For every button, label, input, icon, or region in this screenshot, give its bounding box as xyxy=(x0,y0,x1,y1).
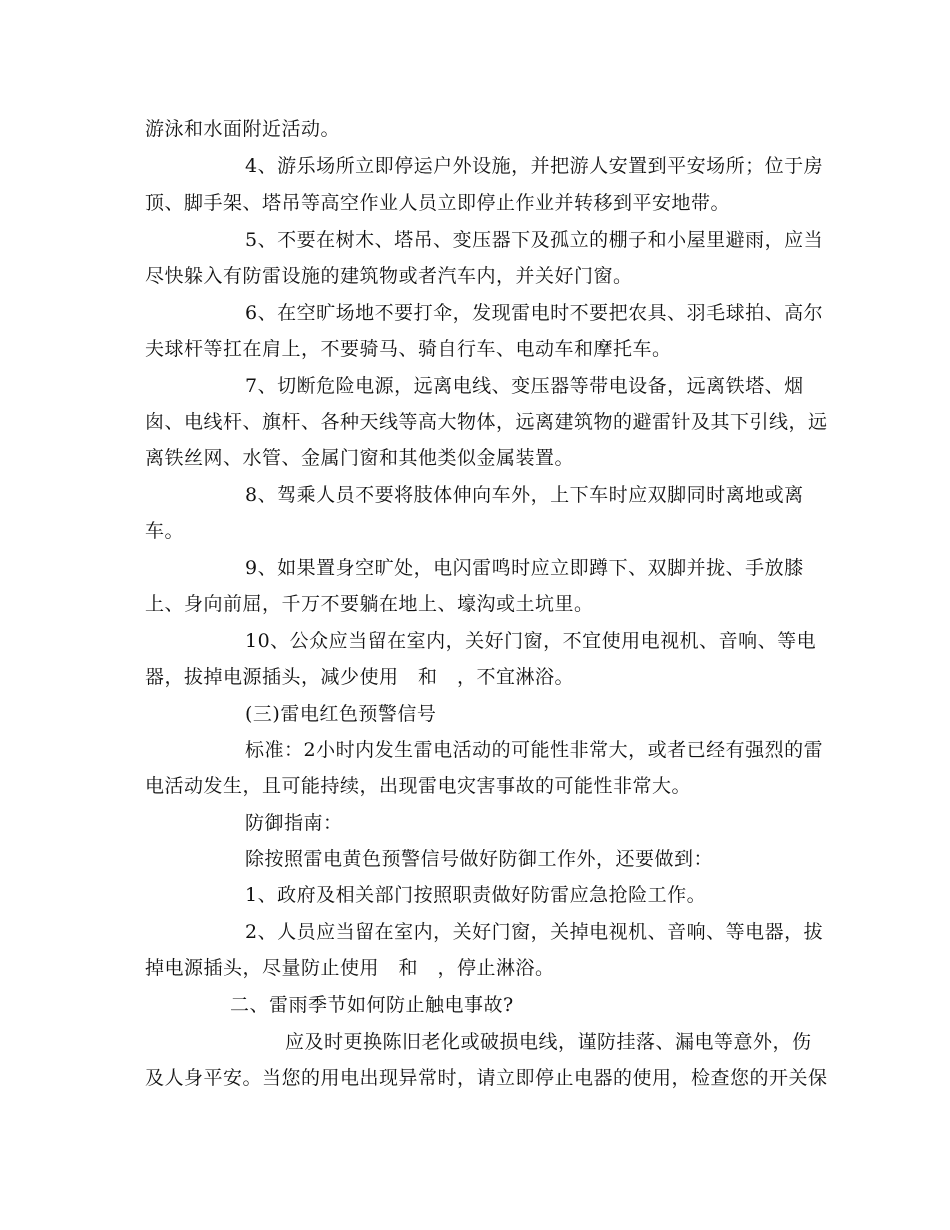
text-line: 1、政府及相关部门按照职责做好防雷应急抢险工作。 xyxy=(245,884,707,906)
text-line: 4、游乐场所立即停运户外设施，并把游人安置到平安场所；位于房 xyxy=(245,155,824,177)
section-heading: 二、雷雨季节如何防止触电事故? xyxy=(230,994,514,1016)
text-line: 夫球杆等扛在肩上，不要骑马、骑自行车、电动车和摩托车。 xyxy=(145,338,672,360)
section-heading: (三)雷电红色预警信号 xyxy=(245,703,437,725)
text-line: 游泳和水面附近活动。 xyxy=(145,118,341,140)
text-line: 6、在空旷场地不要打伞，发现雷电时不要把农具、羽毛球拍、高尔 xyxy=(245,302,824,324)
text-line: 8、驾乘人员不要将肢体伸向车外，上下车时应双脚同时离地或离 xyxy=(245,484,804,506)
text-line: 5、不要在树木、塔吊、变压器下及孤立的棚子和小屋里避雨，应当 xyxy=(245,229,824,251)
text-line: 应及时更换陈旧老化或破损电线，谨防挂落、漏电等意外，伤 xyxy=(285,1031,812,1053)
text-line: 2、人员应当留在室内，关好门窗，关掉电视机、音响、等电器，拔 xyxy=(245,921,824,943)
text-line: 除按照雷电黄色预警信号做好防御工作外，还要做到： xyxy=(245,848,714,870)
text-line: 电活动发生，且可能持续，出现雷电灾害事故的可能性非常大。 xyxy=(145,775,692,797)
text-line: 7、切断危险电源，远离电线、变压器等带电设备，远离铁塔、烟 xyxy=(245,375,804,397)
text-line: 10、公众应当留在室内，关好门窗，不宜使用电视机、音响、等电 xyxy=(245,630,817,652)
text-line: 尽快躲入有防雷设施的建筑物或者汽车内，并关好门窗。 xyxy=(145,265,633,287)
text-line: 标准：2小时内发生雷电活动的可能性非常大，或者已经有强烈的雷 xyxy=(245,739,824,761)
text-line: 上、身向前屈，千万不要躺在地上、壕沟或土坑里。 xyxy=(145,593,594,615)
text-line: 车。 xyxy=(145,520,185,542)
text-line: 囱、电线杆、旗杆、各种天线等高大物体，远离建筑物的避雷针及其下引线，远 xyxy=(145,411,828,433)
text-line: 及人身平安。当您的用电出现异常时，请立即停止电器的使用，检查您的开关保 xyxy=(145,1067,828,1089)
text-line: 防御指南： xyxy=(245,812,343,834)
text-line: 器，拔掉电源插头，减少使用 和 ，不宜淋浴。 xyxy=(145,666,575,688)
text-line: 9、如果置身空旷处，电闪雷鸣时应立即蹲下、双脚并拢、手放膝 xyxy=(245,557,804,579)
text-line: 顶、脚手架、塔吊等高空作业人员立即停止作业并转移到平安地带。 xyxy=(145,192,731,214)
text-line: 掉电源插头，尽量防止使用 和 ，停止淋浴。 xyxy=(145,957,555,979)
text-line: 离铁丝网、水管、金属门窗和其他类似金属装置。 xyxy=(145,447,575,469)
